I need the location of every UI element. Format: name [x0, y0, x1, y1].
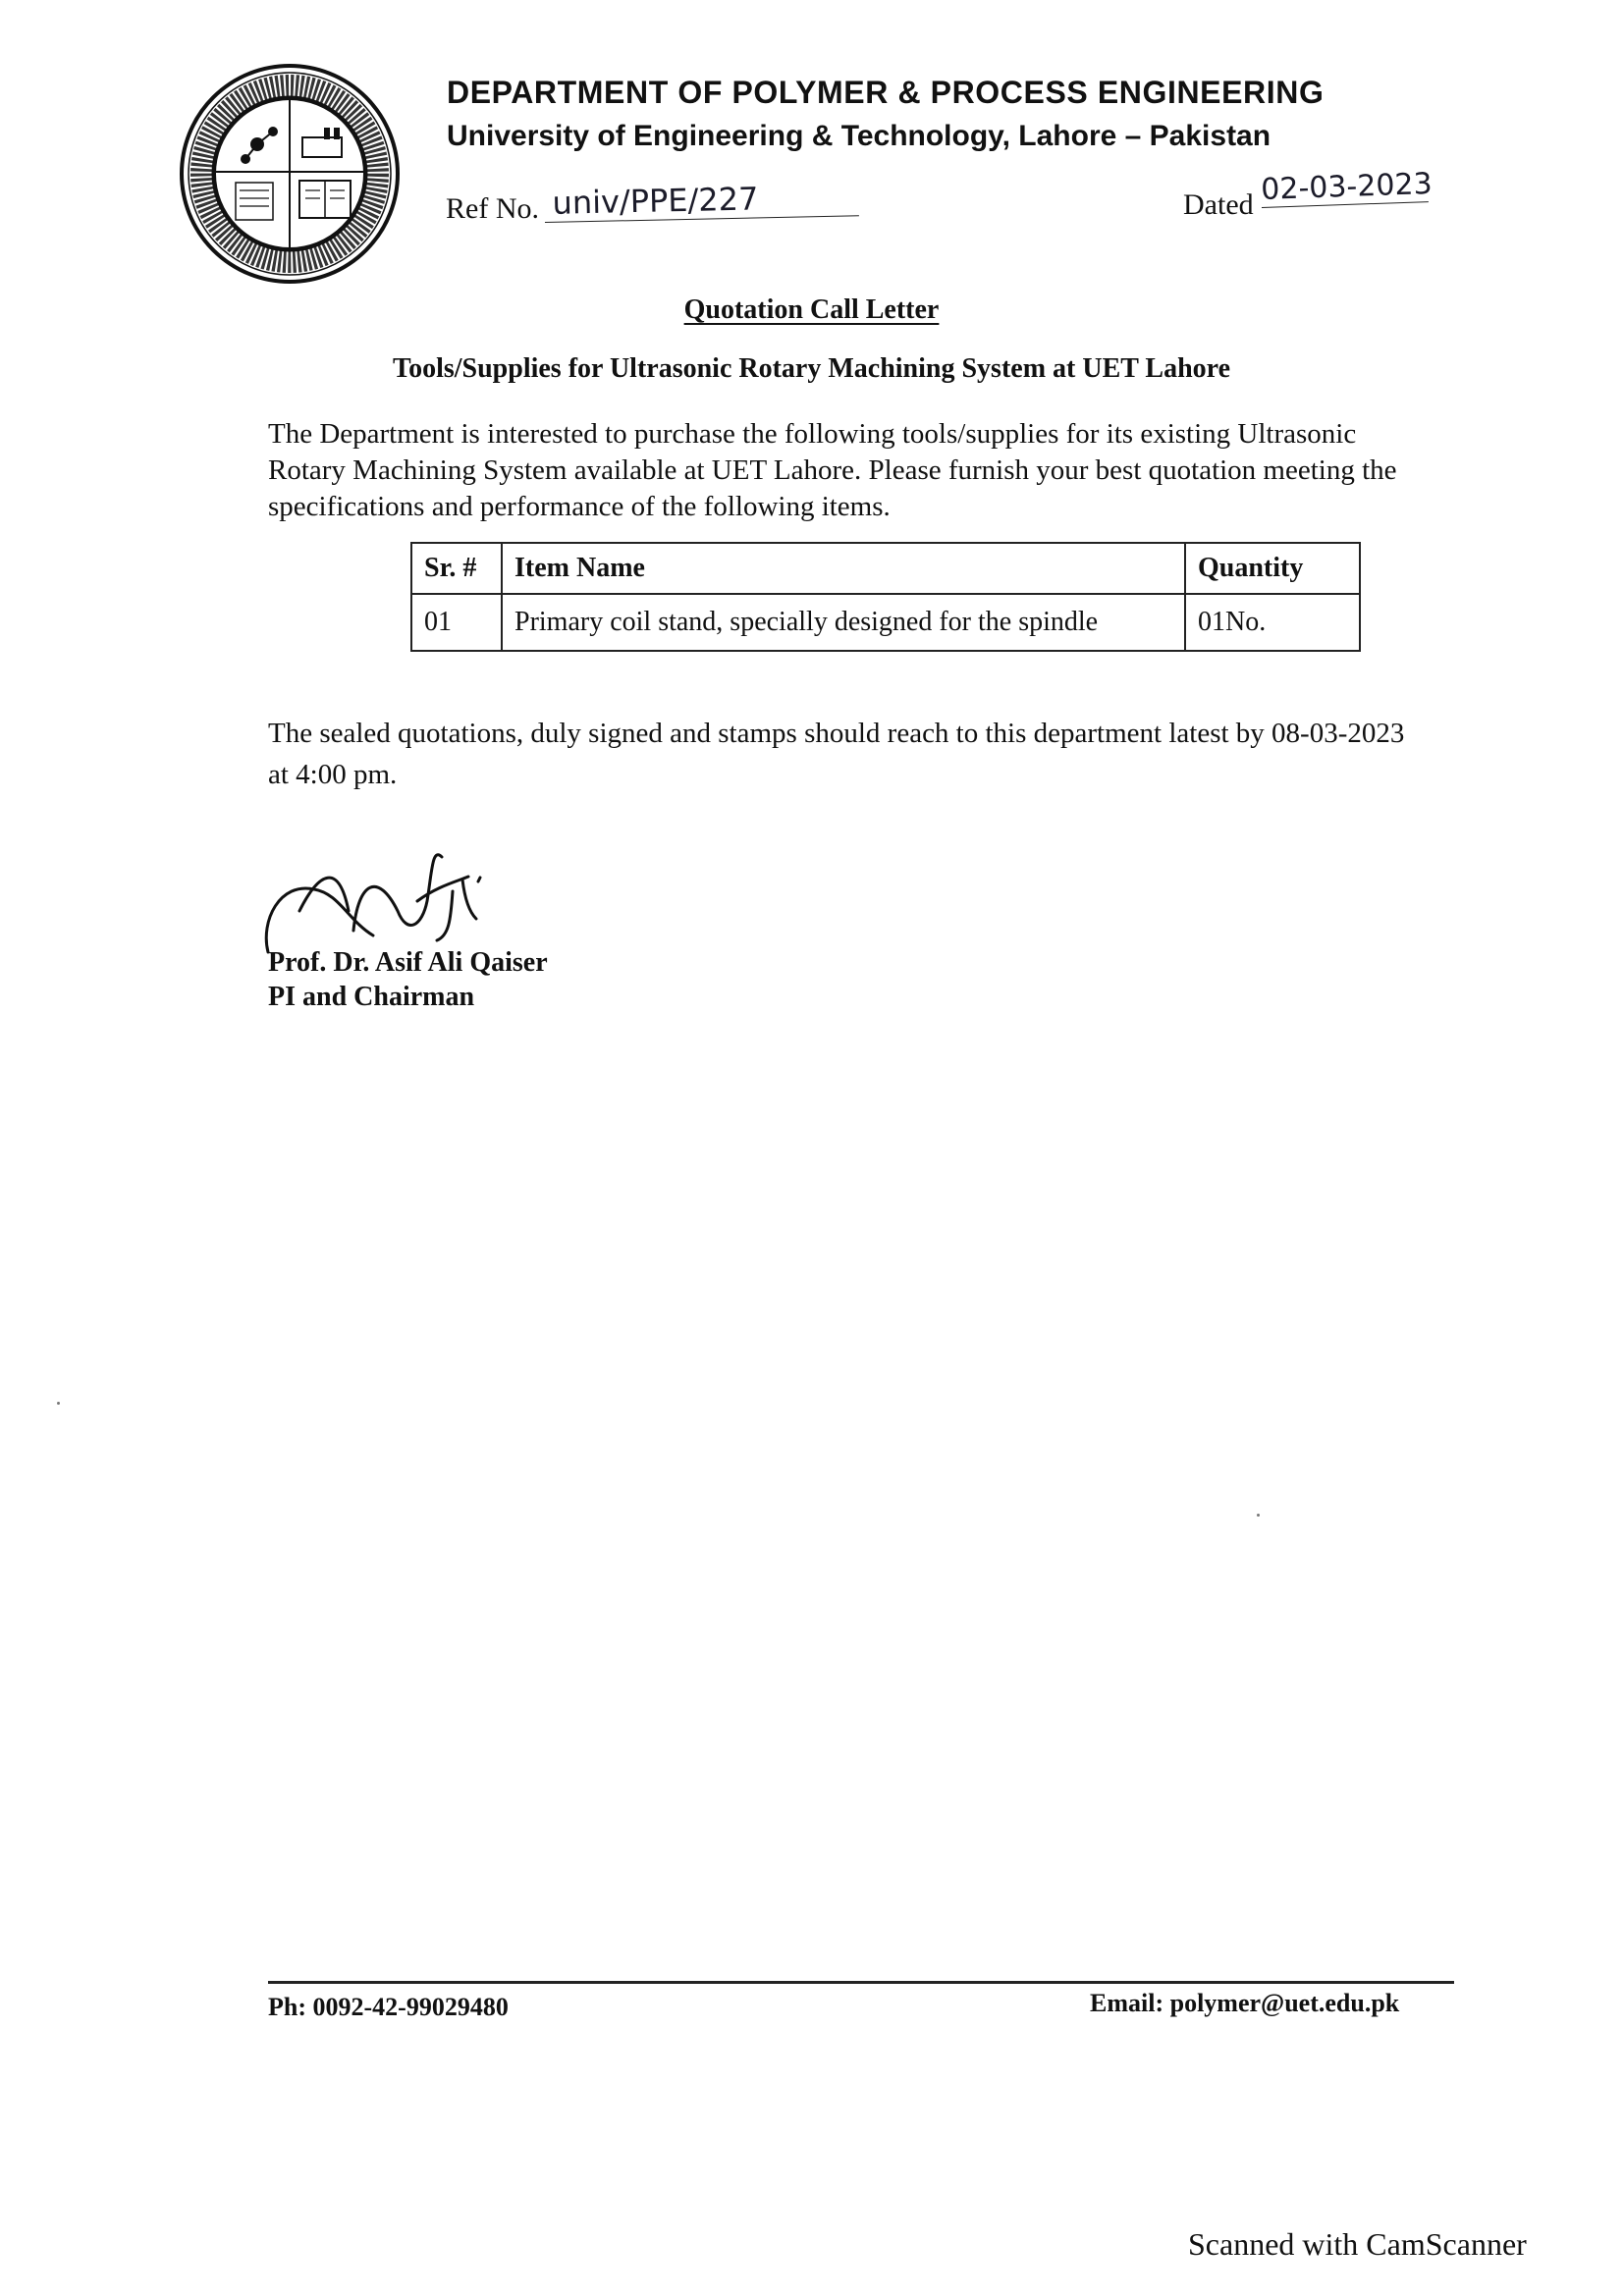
ref-label: Ref No. — [446, 192, 539, 225]
scan-speck — [57, 1402, 60, 1405]
deadline-paragraph: The sealed quotations, duly signed and stamps should reach to this department latest by 08-03-2023 at 4:00 pm. — [268, 718, 1405, 790]
signatory-name: Prof. Dr. Asif Ali Qaiser — [268, 947, 548, 978]
table-header-row — [411, 543, 1360, 594]
header-sr: Sr. # — [411, 543, 502, 594]
items-table — [410, 542, 1361, 652]
footer-email: Email: polymer@uet.edu.pk — [1090, 1989, 1400, 2017]
letter-title — [0, 294, 1623, 326]
footer-phone: Ph: 0092-42-99029480 — [268, 1993, 509, 2021]
table-row — [411, 594, 1360, 651]
cell-item-name: Primary coil stand, specially designed for the spindle — [502, 594, 1185, 651]
letter-title-text: Quotation Call Letter — [683, 294, 940, 325]
date-label: Dated — [1183, 188, 1254, 221]
header-item-name: Item Name — [502, 543, 1185, 594]
scan-speck — [1257, 1514, 1260, 1517]
university-name: University of Engineering & Technology, Lahore – Pakistan — [447, 120, 1271, 152]
header-quantity: Quantity — [1185, 543, 1360, 594]
footer-divider — [268, 1981, 1454, 1984]
cell-quantity: 01No. — [1185, 594, 1360, 651]
department-logo — [177, 61, 403, 287]
department-name: DEPARTMENT OF POLYMER & PROCESS ENGINEERING — [447, 75, 1325, 110]
date-value: 02-03-2023 — [1260, 166, 1434, 208]
camscanner-watermark: Scanned with CamScanner — [1188, 2226, 1527, 2262]
letter-subtitle: Tools/Supplies for Ultrasonic Rotary Machining System at UET Lahore — [392, 353, 1231, 384]
ref-number: univ/PPE/227 — [544, 178, 859, 223]
signatory-title: PI and Chairman — [268, 982, 475, 1012]
intro-paragraph: The Department is interested to purchase the following tools/supplies for its existing Ultrasonic Rotary Machining System available at UET Lahore. Please furnish your best quotation meeting the specifications and performance of the following items. — [268, 418, 1397, 522]
cell-sr: 01 — [411, 594, 502, 651]
